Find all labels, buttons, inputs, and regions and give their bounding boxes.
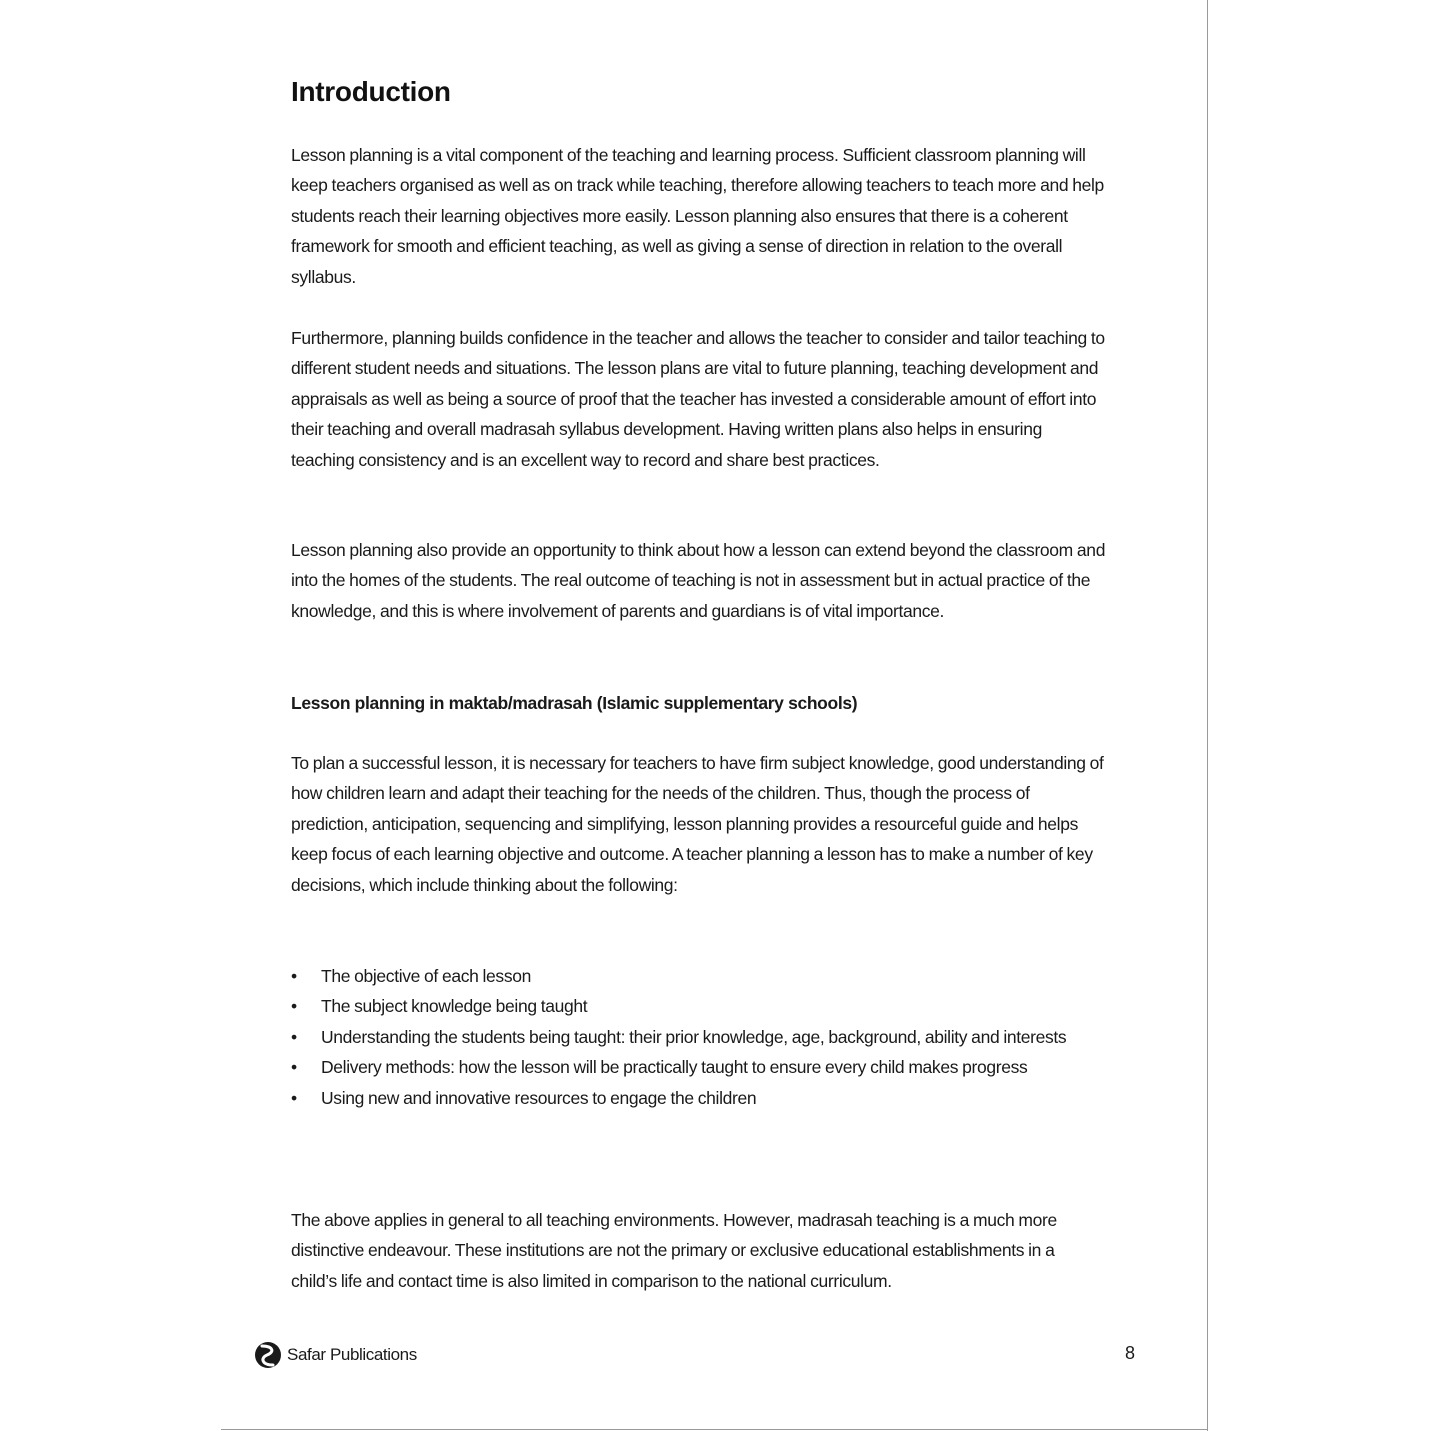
bullet-icon: • <box>291 966 297 986</box>
section-heading: Lesson planning in maktab/madrasah (Islamic supplementary schools) <box>291 693 858 713</box>
list-item <box>291 991 1101 1021</box>
list-item-text: Using new and innovative resources to engage the children <box>321 1087 757 1108</box>
list-item-text: The objective of each lesson <box>321 966 532 986</box>
paragraph-5: The above applies in general to all teaching environments. However, madrasah teaching is a much more distinctive endeavour. These institutions are not the primary or exclusive educational establishments in a child’s life and contact time is also limited in comparison to the national curriculum. <box>291 1210 1057 1291</box>
list-item <box>291 1022 1101 1052</box>
page-title: Introduction <box>291 76 451 107</box>
paragraph-1: Lesson planning is a vital component of the teaching and learning process. Sufficient classroom planning will keep teachers organised as well as on track while teaching, therefore allowing teachers to teach more and help students reach their learning objectives more easily. Lesson planning also ensures that there is a coherent framework for smooth and efficient teaching, as well as giving a sense of direction in relation to the overall syllabus. <box>291 145 1104 287</box>
bullet-icon: • <box>291 996 297 1017</box>
paragraph-2: Furthermore, planning builds confidence in the teacher and allows the teacher to consider and tailor teaching to different student needs and situations. The lesson plans are vital to future planning, teaching development and appraisals as well as being a source of proof that the teacher has invested a considerable amount of effort into their teaching and overall madrasah syllabus development. Having written plans also helps in ensuring teaching consistency and is an excellent way to record and share best practices. <box>291 328 1105 470</box>
page-edge-bottom <box>221 1429 1208 1430</box>
list-item-text: Delivery methods: how the lesson will be practically taught to ensure every child makes progress <box>321 1057 1028 1078</box>
list-item <box>291 1052 1101 1082</box>
page-number: 8 <box>1125 1343 1136 1363</box>
footer-publisher: Safar Publications <box>287 1345 417 1364</box>
page-edge-right <box>1207 0 1208 1431</box>
safar-swirl-icon <box>253 1340 283 1370</box>
paragraph-4: To plan a successful lesson, it is necessary for teachers to have firm subject knowledge, good understanding of how children learn and adapt their teaching for the needs of the children. Thus, though the process of prediction, anticipation, sequencing and simplifying, lesson planning provides a resourceful guide and helps keep focus of each learning objective and outcome. A teacher planning a lesson has to make a number of key decisions, which include thinking about the following: <box>291 753 1104 895</box>
list-item <box>291 1083 1101 1113</box>
list-item-text: Understanding the students being taught: their prior knowledge, age, background, ability and interests <box>321 1026 1067 1047</box>
bullet-icon: • <box>291 1026 297 1047</box>
page-content <box>291 70 1106 1291</box>
list-item <box>291 961 1101 991</box>
bullet-icon: • <box>291 1057 297 1078</box>
bullet-icon: • <box>291 1087 297 1108</box>
paragraph-3: Lesson planning also provide an opportunity to think about how a lesson can extend beyond the classroom and into the homes of the students. The real outcome of teaching is not in assessment but in actual practice of the knowledge, and this is where involvement of parents and guardians is of vital importance. <box>291 540 1106 621</box>
list-item-text: The subject knowledge being taught <box>321 996 588 1017</box>
bullet-list <box>291 961 1106 1113</box>
